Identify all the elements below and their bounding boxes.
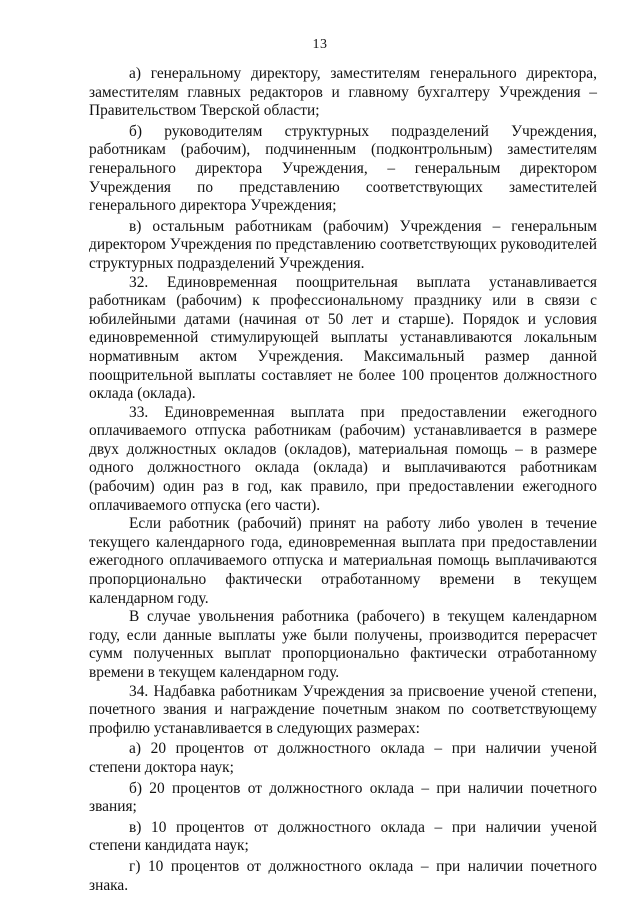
- paragraph-34-b: б) 20 процентов от должностного оклада – при наличии почетного звания;: [89, 779, 597, 816]
- paragraph-34: 34. Надбавка работникам Учреждения за присвоение ученой степени, почетного звания и награждение почетным знаком по соответствующему профилю устанавливается в следующих размерах:: [89, 682, 597, 737]
- paragraph-sub-b: б) руководителям структурных подразделений Учреждения, работникам (рабочим), подчиненным (подконтрольным) заместителям генерального директора Учреждения, – генеральным директором Учреждения по представлению соответствующих заместителей генерального директора Учреждения;: [89, 122, 597, 215]
- document-body: [89, 65, 597, 895]
- paragraph-34-a: а) 20 процентов от должностного оклада – при наличии ученой степени доктора наук;: [89, 740, 597, 776]
- paragraph-32: 32. Единовременная поощрительная выплата устанавливается работникам (рабочим) к профессиональному празднику или в связи с юбилейными датами (начиная от 50 лет и старше). Порядок и условия единовременной стимулирующей выплаты устанавливаются локальным нормативным актом Учреждения. Максимальный размер данной поощрительной выплаты составляет не более 100 процентов должностного оклада (оклада).: [89, 273, 597, 403]
- paragraph-34-g: г) 10 процентов от должностного оклада – при наличии почетного знака.: [89, 857, 597, 894]
- paragraph-34-v: в) 10 процентов от должностного оклада – при наличии ученой степени кандидата наук;: [89, 818, 597, 855]
- paragraph-33-dismissal: В случае увольнения работника (рабочего) в текущем календарном году, если данные выплаты уже были получены, производится перерасчет сумм полученных выплат пропорционально фактически отработанному времени в текущем календарном году.: [89, 608, 597, 681]
- page-number: 13: [312, 37, 328, 52]
- paragraph-sub-v: в) остальным работникам (рабочим) Учреждения – генеральным директором Учреждения по представлению соответствующих руководителей структурных подразделений Учреждения.: [89, 217, 597, 272]
- paragraph-33-hired: Если работник (рабочий) принят на работу либо уволен в течение текущего календарного года, единовременная выплата при предоставлении ежегодного оплачиваемого отпуска и материальная помощь выплачиваются пропорционально фактически отработанному времени в текущем календарном году.: [89, 515, 597, 607]
- paragraph-sub-a: а) генеральному директору, заместителям генерального директора, заместителям главных редакторов и главному бухгалтеру Учреждения – Правительством Тверской области;: [89, 65, 597, 120]
- paragraph-33: 33. Единовременная выплата при предоставлении ежегодного оплачиваемого отпуска работникам (рабочим) устанавливается в размере двух должностных окладов (окладов), материальная помощь – в размере одного должностного оклада (оклада) и выплачиваются работникам (рабочим) один раз в год, как правило, при предоставлении ежегодного оплачиваемого отпуска (его части).: [89, 403, 597, 514]
